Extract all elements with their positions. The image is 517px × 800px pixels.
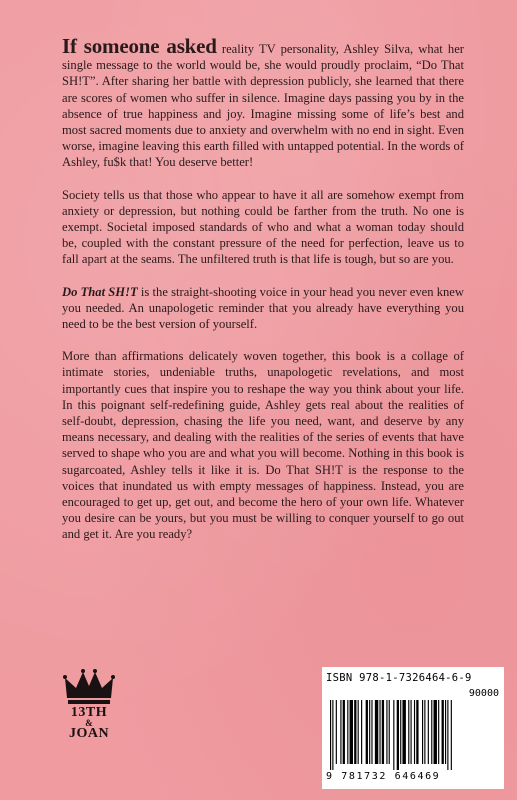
publisher-name-line1: 13TH [70,705,108,720]
publisher-name-ampersand: & [85,718,93,728]
barcode-bar [397,700,399,770]
publisher-logo [60,668,118,756]
barcode-bar [434,700,437,764]
lead-phrase: If someone asked [62,34,217,58]
price-code: 90000 [468,688,499,699]
intro-text: reality TV personality, Ashley Silva, what her single message to the world would be, she would proudly proclaim, “Do That SH!T”. After sharing her battle with depression publicly, she learned that there are scores of women who suffer in silence. Imagine days passing you by in the absence of true happiness and joy. Imagine missing some of life’s best and most sacred moments due to anxiety and overwhelm with no end in sight. Even worse, imagine leaving this earth filled with untapped potential. In the words of Ashley, fu$k that! You deserve better! [62,42,464,170]
barcode-bar [422,700,423,764]
barcode-bar [336,700,337,764]
barcode-bar [379,700,380,764]
publisher-name-line3: JOAN [68,726,110,741]
voice-text: is the straight-shooting voice in your head you never even knew you needed. An unapologetic reminder that you already have everything you need to be the best version of yourself. [62,284,464,332]
barcode-bar [393,700,394,770]
barcode-bar [424,700,425,764]
crown-icon [63,668,115,706]
barcode-bar [361,700,362,764]
isbn-barcode [322,667,504,789]
barcode-bar [411,700,412,764]
barcode-bar [375,700,378,764]
barcode-bar [366,700,368,764]
isbn-number: ISBN 978-1-7326464-6-9 [326,672,472,684]
barcode-digits: 9 781732 646469 [326,771,441,782]
barcode-bar [330,700,331,770]
barcode-bar [451,700,452,770]
barcode-bar [343,700,345,764]
barcode-bar [408,700,409,764]
barcode-bar [445,700,446,764]
barcode-bar [442,700,444,764]
barcode-bar [428,700,429,764]
barcode-bar [386,700,387,764]
back-cover-text [62,34,464,559]
barcode-bar [400,700,401,764]
barcode-bar [340,700,341,764]
barcode-bar [389,700,390,764]
barcode-bar [402,700,405,764]
barcode-bar [369,700,370,764]
barcode-bar [347,700,348,764]
barcode-bar [414,700,415,764]
barcode-bar [431,700,432,764]
paragraph-affirmations: More than affirmations delicately woven together, this book is a collage of intimate stories, undeniable truths, unapologetic revelations, and most importantly cues that inspire you to reshape the way you think about your life. In this poignant self-redefining guide, Ashley gets real about the realities of self-doubt, depression, chasing the life you need, want, and deserve by any means necessary, and dealing with the realities of the series of events that have served to shape who you are and what you will become. Nothing in this book is sugarcoated, Ashley tells it like it is. Do That SH!T is the response to the voices that inundated us with empty messages of happiness. Instead, you are encouraged to get up, get out, and become the hero of your own life. Whatever you desire can be yours, but you must be willing to conquer yourself to go out and get it. Are you ready? [62,349,464,542]
barcode-bar [438,700,439,764]
barcode-bar [447,700,448,770]
barcode-bar [350,700,353,764]
barcode-bar [358,700,359,764]
book-title-inline: Do That SH!T [62,284,138,299]
barcode-bar [354,700,356,764]
barcode-bar [371,700,372,764]
paragraph-voice [62,284,464,333]
barcode-bar [416,700,418,764]
paragraph-society: Society tells us that those who appear to have it all are somehow exempt from anxiety or depression, but nothing could be farther from the truth. No one is exempt. Societal imposed standards of who and what a woman today should be, coupled with the constant pressure of the need for perfection, leave us to fall apart at the seams. The unfiltered truth is that life is tough, but so are you. [62,187,464,267]
paragraph-intro [62,34,464,171]
barcode-bar [382,700,384,764]
barcode-bars [328,700,498,770]
barcode-bar [332,700,333,770]
